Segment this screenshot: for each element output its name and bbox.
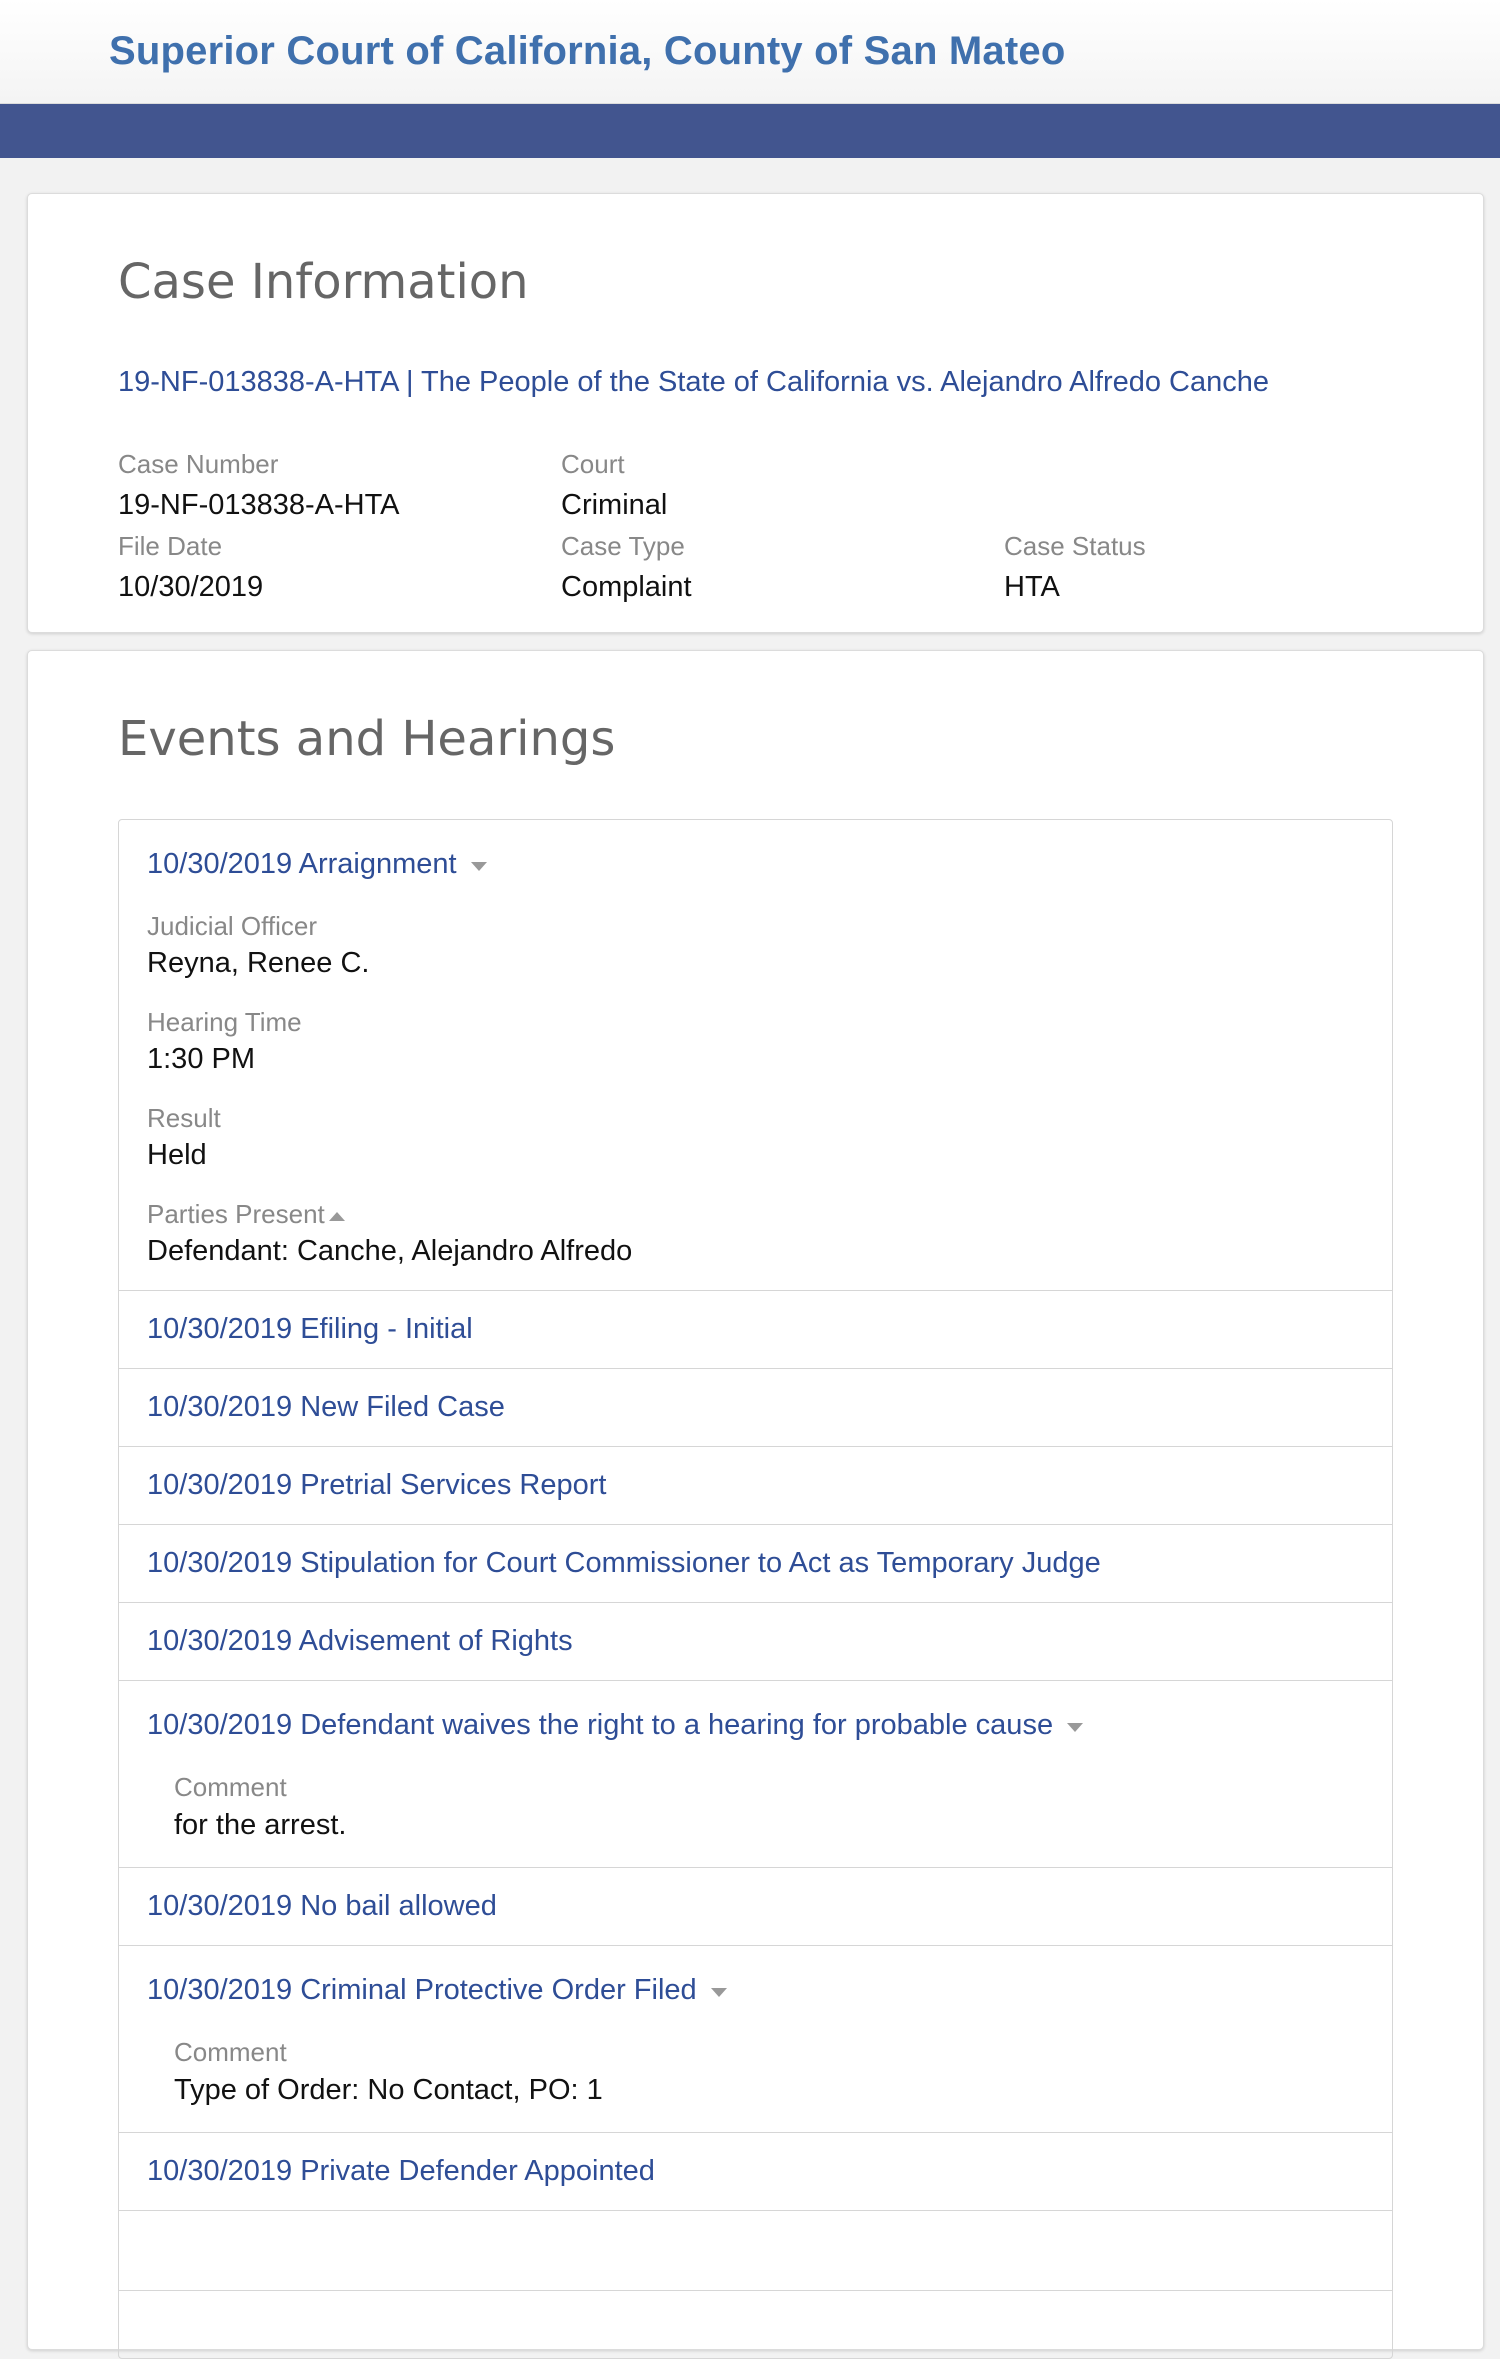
event-waiver: [119, 1681, 1392, 1868]
event-arraignment-details: [147, 908, 1392, 1290]
event-new-filed-case-heading[interactable]: 10/30/2019 New Filed Case: [147, 1391, 505, 1423]
event-new-filed-case[interactable]: [119, 1369, 1392, 1447]
result-value: Held: [147, 1139, 207, 1171]
event-stipulation[interactable]: [119, 1525, 1392, 1603]
case-number-label: Case Number: [118, 449, 279, 479]
case-status-value: HTA: [1004, 571, 1060, 603]
events-list: [118, 819, 1393, 2359]
case-number-value: 19-NF-013838-A-HTA: [118, 489, 400, 521]
event-no-bail-heading[interactable]: 10/30/2019 No bail allowed: [147, 1890, 497, 1922]
case-type-field: [561, 531, 692, 604]
event-protective-order-toggle[interactable]: [147, 1946, 1392, 2034]
event-advisement-heading[interactable]: 10/30/2019 Advisement of Rights: [147, 1625, 573, 1657]
hearing-time-value: 1:30 PM: [147, 1043, 255, 1075]
site-header: [0, 0, 1500, 104]
result-label: Result: [147, 1103, 221, 1133]
event-waiver-comment: [147, 1769, 1392, 1867]
case-title-link[interactable]: 19-NF-013838-A-HTA | The People of the State of California vs. Alejandro Alfredo Canche: [118, 366, 1269, 398]
judicial-officer-value: Reyna, Renee C.: [147, 947, 370, 979]
event-arraignment: [119, 820, 1392, 1291]
caret-up-icon[interactable]: [329, 1212, 345, 1221]
hearing-time-label: Hearing Time: [147, 1007, 302, 1037]
parties-present-toggle[interactable]: [147, 1196, 1392, 1232]
comment-label: Comment: [174, 2037, 287, 2067]
court-value: Criminal: [561, 489, 668, 521]
event-private-defender-heading[interactable]: 10/30/2019 Private Defender Appointed: [147, 2155, 655, 2187]
case-status-field: [1004, 531, 1146, 604]
event-arraignment-toggle[interactable]: [147, 820, 1392, 908]
case-information-panel: [27, 193, 1484, 633]
event-pretrial-report[interactable]: [119, 1447, 1392, 1525]
event-waiver-heading[interactable]: 10/30/2019 Defendant waives the right to a hearing for probable cause: [147, 1708, 1054, 1741]
case-status-label: Case Status: [1004, 531, 1146, 561]
event-protective-order-heading[interactable]: 10/30/2019 Criminal Protective Order Filed: [147, 1973, 697, 2006]
file-date-field: [118, 531, 263, 604]
event-row-partial[interactable]: [119, 2211, 1392, 2291]
judicial-officer-label: Judicial Officer: [147, 911, 318, 941]
comment-value: Type of Order: No Contact, PO: 1: [174, 2074, 603, 2106]
caret-down-icon[interactable]: [1067, 1723, 1083, 1732]
case-number-field: [118, 449, 400, 522]
court-field: [561, 449, 667, 522]
event-waiver-toggle[interactable]: [147, 1681, 1392, 1769]
event-pretrial-report-heading[interactable]: 10/30/2019 Pretrial Services Report: [147, 1469, 607, 1501]
parties-present-value: Defendant: Canche, Alejandro Alfredo: [147, 1235, 633, 1267]
event-arraignment-heading[interactable]: 10/30/2019 Arraignment: [147, 847, 457, 880]
event-protective-order: [119, 1946, 1392, 2133]
case-type-label: Case Type: [561, 531, 685, 561]
comment-value: for the arrest.: [174, 1809, 347, 1841]
event-efiling-heading[interactable]: 10/30/2019 Efiling - Initial: [147, 1313, 473, 1345]
events-hearings-title: Events and Hearings: [118, 711, 616, 767]
event-efiling[interactable]: [119, 1291, 1392, 1369]
parties-present-label[interactable]: Parties Present: [147, 1199, 325, 1229]
caret-down-icon[interactable]: [471, 862, 487, 871]
event-no-bail[interactable]: [119, 1868, 1392, 1946]
event-stipulation-heading[interactable]: 10/30/2019 Stipulation for Court Commissioner to Act as Temporary Judge: [147, 1547, 1101, 1579]
file-date-value: 10/30/2019: [118, 571, 264, 603]
event-private-defender[interactable]: [119, 2133, 1392, 2211]
court-label: Court: [561, 449, 625, 479]
caret-down-icon[interactable]: [711, 1988, 727, 1997]
event-protective-order-comment: [147, 2034, 1392, 2132]
events-hearings-panel: [27, 650, 1484, 2350]
event-advisement[interactable]: [119, 1603, 1392, 1681]
case-information-title: Case Information: [118, 254, 529, 310]
file-date-label: File Date: [118, 531, 223, 561]
nav-band: [0, 104, 1500, 158]
case-type-value: Complaint: [561, 571, 692, 603]
comment-label: Comment: [174, 1772, 287, 1802]
site-title[interactable]: Superior Court of California, County of San Mateo: [109, 29, 1066, 73]
